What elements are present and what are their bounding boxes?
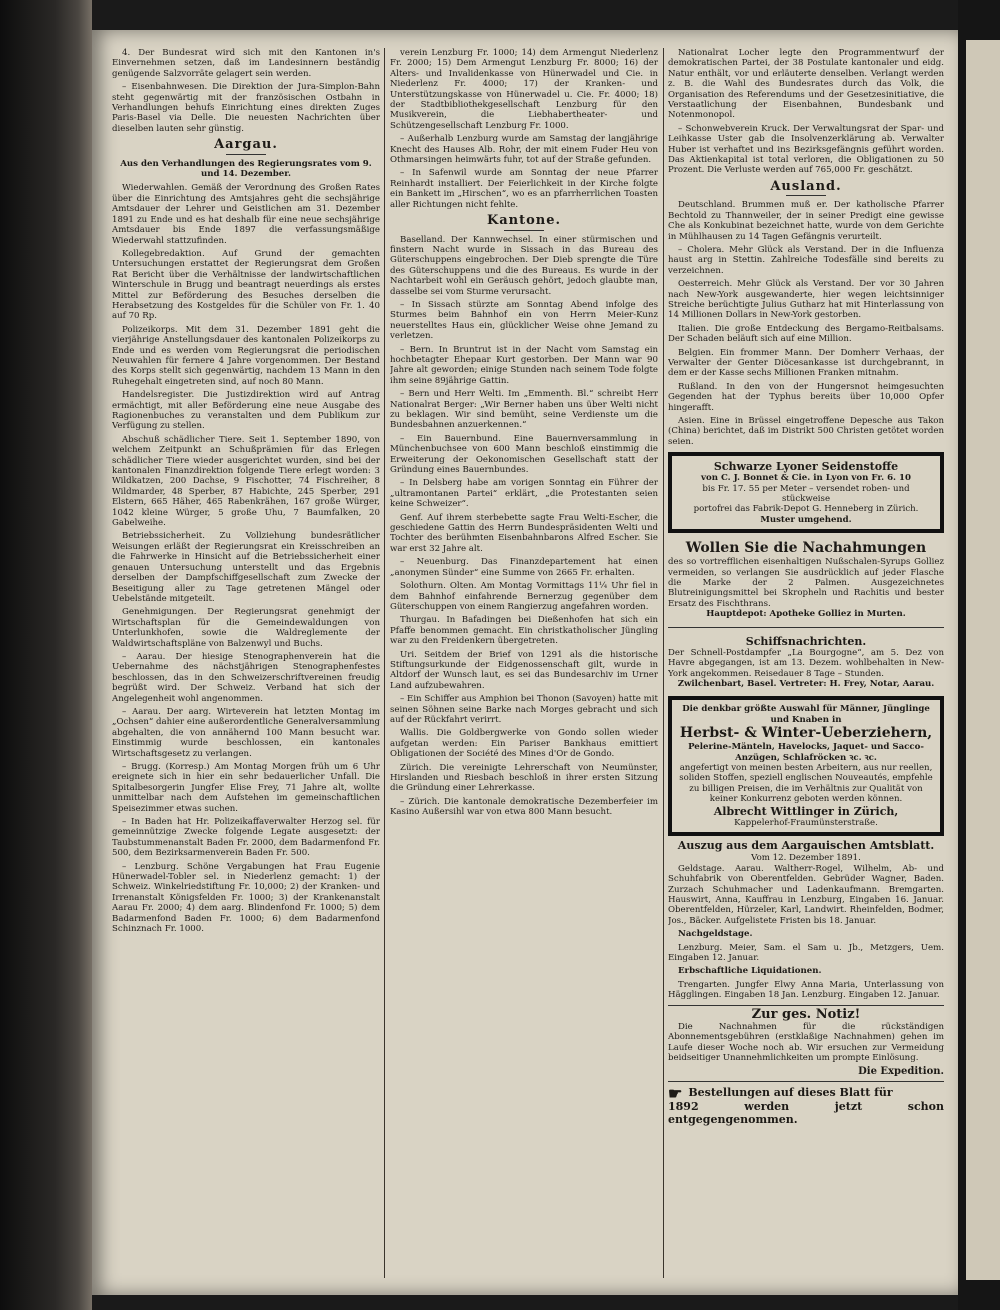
adjacent-page-edge bbox=[966, 40, 1000, 1280]
paragraph: Wiederwahlen. Gemäß der Verordnung des Großen Rates über die Einrichtung des Amtsjahres geht die sechsjährige Amtsdauer der Lehrer und Geistlichen am 31. Dezember 1891 zu Ende und es hat deshalb für eine neue sechsjährige Amtsdauer bis Ende 1897 die verfassungsmäßige Wiederwahl stattzufinden. bbox=[112, 183, 380, 246]
ad-title: Wollen Sie die Nachahmungen bbox=[685, 540, 927, 557]
divider bbox=[668, 627, 944, 628]
amtsblatt-label: Nachgeldstage. bbox=[678, 929, 753, 940]
paragraph: Zürich. Die vereinigte Lehrerschaft von Neumünster, Hirslanden und Riesbach beschloß in ihrer ersten Sitzung die Gründung einer Lehrerkasse. bbox=[390, 762, 658, 794]
paragraph: 4. Der Bundesrat wird sich mit den Kantonen in's Einvernehmen setzen, daß im Landesinnern beständig genügende Salzvorräte gelagert sein werden. bbox=[112, 48, 380, 79]
paragraph: – Zürich. Die kantonale demokratische Dezemberfeier im Kasino Außersihl war von etwa 800 Mann besucht. bbox=[390, 796, 658, 818]
paragraph: Polizeikorps. Mit dem 31. Dezember 1891 geht die vierjährige Anstellungsdauer des kantonalen Polizeikorps zu Ende und es werden vom Regierungsrat die periodischen Neuwahlen für fernere 4 Jahre vorgenommen. Der Bestand des Korps stellt sich gegenwärtig, nachdem 13 Mann in den Ruhegehalt eingetreten sind, auf noch 80 Mann. bbox=[112, 324, 380, 387]
ad-title: Schwarze Lyoner Seidenstoffe bbox=[713, 460, 899, 474]
subscription-line: 1892 werden jetzt schon entgegengenommen. bbox=[668, 1099, 944, 1126]
paragraph: Oesterreich. Mehr Glück als Verstand. Der vor 30 Jahren nach New-York ausgewanderte, hier wegen leichtsinniger Streiche berüchtigte Julius Gutharz hat mit Hinterlassung von 14 Millionen Dollars in New-York gestorben. bbox=[668, 279, 944, 321]
paragraph: verein Lenzburg Fr. 1000; 14) dem Armengut Niederlenz Fr. 2000; 15) Dem Armengut Lenzburg Fr. 8000; 16) der Alters- und Invalidenkasse von Hünerwadel und Cie. in Niederlenz Fr. 4000; 17) der Kranken- und Unterstützungskasse von Hünerwadel u. Cie. Fr. 4000; 18) der Stadtbibliothekgesellschaft Lenzburg für den Musikverein, die Liebhabertheater- und Schützengesellschaft Lenzburg Fr. 1000. bbox=[390, 48, 658, 131]
ad-title: Herbst- & Winter-Ueberziehern, bbox=[679, 725, 933, 742]
section-subheading: Aus den Verhandlungen des Regierungsrates vom 9. und 14. Dezember. bbox=[120, 158, 372, 180]
amtsblatt-title: Auszug aus dem Aargauischen Amtsblatt. bbox=[677, 838, 935, 852]
advertisement-syrup bbox=[668, 538, 944, 621]
paragraph: Genehmigungen. Der Regierungsrat genehmigt der Wirtschaftsplan für die Gemeindewaldungen von Unterlunkhofen, sowie die Waldreglemente der Waldwirtschaftspläne von Balzenwyl und Buchs. bbox=[112, 607, 380, 649]
ad-intro: Die denkbar größte Auswahl für Männer, Jünglinge und Knaben in bbox=[682, 704, 930, 725]
ad-address: Kappelerhof-Fraumünsterstraße. bbox=[734, 817, 878, 828]
paragraph: – Neuenburg. Das Finanzdepartement hat einen „anonymen Sünder“ eine Summe von 2665 Fr. erhalten. bbox=[390, 557, 658, 578]
ad-body: Der Schnell-Postdampfer „La Bourgogne“, am 5. Dez von Havre abgegangen, ist am 13. Dezem. wohlbehalten in New-York angekommen. Reisedauer 8 Tage – Stunden. bbox=[668, 647, 944, 679]
paragraph: Genf. Auf ihrem sterbebette sagte Frau Welti-Escher, die geschiedene Gattin des Herrn Bundespräsidenten Welti und Tochter des berühmten Eisenbahnbarons Alfred Escher. Sie war erst 32 Jahre alt. bbox=[390, 512, 658, 554]
paragraph: Nationalrat Locher legte den Programmentwurf der demokratischen Partei, der 38 Postulate kantonaler und eidg. Natur enthält, vor und erläuterte denselben. Verlangt werden z. B. die Wahl des Bundesrates durch das Volk, die Organisation des Referendums und der Gesetzesinitiative, die Verstaatlichung der Eisenbahnen, Bundesbank und Notenmonopol. bbox=[668, 48, 944, 121]
book-binding bbox=[0, 0, 92, 1310]
paragraph: – Schonwebverein Kruck. Der Verwaltungsrat der Spar- und Leihkasse Uster gab die Insolvenzerklärung ab. Verwalter Huber ist verhaftet und ins Bezirksgefängnis geführt worden. Das Aktienkapital ist total verloren, die Obligationen zu 50 Prozent. Die Verluste werden auf 765,000 Fr. geschätzt. bbox=[668, 123, 944, 176]
paragraph: Asien. Eine in Brüssel eingetroffene Depesche aus Takon (China) berichtet, daß im Distrikt 500 Christen getötet worden seien. bbox=[668, 416, 944, 447]
section-heading-aargau: Aargau. bbox=[112, 140, 380, 154]
notice-signature: Die Expedition. bbox=[858, 1065, 944, 1077]
ad-body: angefertigt von meinen besten Arbeitern, aus nur reellen, soliden Stoffen, speziell englischen Nouveautés, empfehle zu billigen Preisen, die im Verhältnis zur Qualität von keiner Konkurrenz geboten werden können. bbox=[679, 762, 933, 805]
section-heading-kantone: Kantone. bbox=[390, 216, 658, 230]
advertisement-coats bbox=[668, 696, 944, 836]
subscription-notice bbox=[668, 1083, 944, 1126]
paragraph: – In Safenwil wurde am Sonntag der neue Pfarrer Reinhardt installiert. Der Feierlichkeit in der Kirche folgte ein Bankett im „Hirschen“, wo es an pfarrherrlichen Toasten aller Richtungen nicht fehlte. bbox=[390, 168, 658, 210]
paragraph: Thurgau. In Bafadingen bei Dießenhofen hat sich ein Pfaffe benommen gemacht. Ein christkatholischer Jüngling war zu den Freidenkern übergetreten. bbox=[390, 615, 658, 647]
amtsblatt-text: Geldstage. Aarau. Waltherr-Rogel, Wilhelm, Ab- und Schuhfabrik von Oberentfelden. Gebrüder Wagner, Baden. Zurzach Schuhmacher und Ladenkaufmann. Bremgarten. Hauswirt, Anna, Kauffrau in Lenzburg, Eingaben 16. Januar. Oberentfelden, Hürzeler, Karl, Landwirt. Rheinfelden, Bodmer, Jos., Bäcker. Aufgelistete Fristen bis 18. Januar. bbox=[668, 863, 944, 926]
paragraph: – Ein Schiffer aus Amphion bei Thonon (Savoyen) hatte mit seinen Söhnen seine Barke nach Morges gebracht und sich auf der Rückfahrt verirrt. bbox=[390, 694, 658, 725]
column-rule bbox=[663, 48, 664, 1278]
advertisement-shipping bbox=[668, 633, 944, 692]
amtsblatt-label: Erbschaftliche Liquidationen. bbox=[678, 966, 822, 977]
paragraph: Handelsregister. Die Justizdirektion wird auf Antrag ermächtigt, mit aller Beförderung eine neue Ausgabe des Ragionenbuches zu veranstalten und dem Publikum zur Verfügung zu stellen. bbox=[112, 390, 380, 432]
paragraph: – In Sissach stürzte am Sonntag Abend infolge des Sturmes beim Bahnhof ein von Herrn Meier-Kunz neuerstelltes Haus ein, glücklicher Weise ohne Jemand zu verletzen. bbox=[390, 299, 658, 342]
column-rule bbox=[384, 48, 385, 1278]
column-right bbox=[668, 48, 944, 1283]
notice-body: Die Nachnahmen für die rückständigen Abonnementsgebühren (erstklaßige Nachnahmen) gehen im Laufe dieser Woche noch ab. Wir ersuchen zur Vermeidung beidseitiger Unannehmlichkeiten um prompte Einlösung. bbox=[668, 1022, 944, 1064]
amtsblatt-date: Vom 12. Dezember 1891. bbox=[751, 853, 861, 864]
ad-line: portofrei das Fabrik-Depot G. Henneberg in Zürich. bbox=[693, 504, 919, 515]
ad-firm: Albrecht Wittlinger in Zürich, bbox=[713, 804, 899, 818]
paragraph: Belgien. Ein frommer Mann. Der Domherr Verhaas, der Verwalter der Genter Diöcesankasse ist durchgebrannt, in dem er der Kasse sechs Millionen Franken mitnahm. bbox=[668, 347, 944, 379]
amtsblatt-text: Lenzburg. Meier, Sam. el Sam u. Jb., Metzgers, Uem. Eingaben 12. Januar. bbox=[668, 942, 944, 964]
ad-line: Muster umgehend. bbox=[760, 514, 852, 525]
paragraph: Kollegebredaktion. Auf Grund der gemachten Untersuchungen erstattet der Regierungsrat dem Großen Rat Bericht über die Verhältnisse der landwirtschaftlichen Winterschule in Brugg und beantragt neuerdings als erstes Mittel zur Beförderung des Besuches derselben die Herabsetzung des Kostgeldes für die Schüler von Fr. 1. 40 auf 70 Rp. bbox=[112, 248, 380, 322]
ad-title: Schiffsnachrichten. bbox=[745, 634, 867, 648]
ad-line: von C. J. Bonnet & Cie. in Lyon von Fr. 6. 10 bbox=[700, 473, 911, 484]
newspaper-page bbox=[92, 30, 958, 1295]
ad-body: des so vortrefflichen eisenhaltigen Nußschalen-Syrups Golliez vermeiden, so verlangen Sie ausdrücklich auf jeder Flasche die Marke der 2 Palmen. Ausgezeichnetes Blutreinigungsmittel bei Skropheln und Rachitis und bester Ersatz des Fischthrans. bbox=[668, 557, 944, 609]
notice-title: Zur ges. Notiz! bbox=[751, 1006, 861, 1022]
paragraph: – Außerhalb Lenzburg wurde am Samstag der langjährige Knecht des Hauses Alb. Rohr, der mit einem Fuder Heu von Othmarsingen heimwärts fuhr, tot auf der Straße gefunden. bbox=[390, 134, 658, 166]
ad-line: bis Fr. 17. 55 per Meter – versendet roben- und stückweise bbox=[702, 483, 910, 505]
paragraph: – Brugg. (Korresp.) Am Montag Morgen früh um 6 Uhr ereignete sich in hier ein sehr bedauerlicher Unfall. Die Spitalbesorgerin Jungfer Elise Frey, 71 Jahre alt, wollte unmittelbar nach dem Aufstehen im gemeinschaftlichen Speisezimmer etwas suchen. bbox=[112, 762, 380, 814]
paragraph: Abschuß schädlicher Tiere. Seit 1. September 1890, von welchem Zeitpunkt an Schußprämien für das Erlegen schädlicher Tiere wieder ausgerichtet wurden, sind bei der kantonalen Finanzdirektion folgende Tiere erlegt worden: 3 Wildkatzen, 200 Dachse, 9 Fischotter, 74 Fischreiher, 8 Wildmarder, 48 Sperber, 87 Habichte, 245 Sperber, 291 Elstern, 665 Häher, 465 Rabenkrähen, 167 große Würger, 1042 kleine Würger, 5 große Uhu, 7 Baumfalken, 20 Gabelweihe. bbox=[112, 434, 380, 529]
pointing-hand-icon: ☛ bbox=[668, 1083, 683, 1103]
subscription-line: Bestellungen auf dieses Blatt für bbox=[688, 1086, 893, 1100]
paragraph: – Ein Bauernbund. Eine Bauernversammlung in Münchenbuchsee von 600 Mann beschloß einstimmig die Erweiterung der Oekonomischen Gesellschaft statt der Gründung eines Bauernbundes. bbox=[390, 433, 658, 476]
paragraph: – Lenzburg. Schöne Vergabungen hat Frau Eugenie Hünerwadel-Tobler sel. in Niederlenz gemacht: 1) der Schweiz. Winkelriedstiftung Fr. 10,000; 2) der Kranken- und Irrenanstalt Königsfelden Fr. 1000; 3) der Krankenanstalt Aarau Fr. 2000; 4) dem aarg. Blindenfond Fr. 1000; 5) dem Badarmenfond Baden Fr. 1000; 6) dem Badarmenfond Schinznach Fr. 1000. bbox=[112, 861, 380, 935]
paragraph: – Eisenbahnwesen. Die Direktion der Jura-Simplon-Bahn steht gegenwärtig mit der französischen Ostbahn in Verhandlungen behufs Einrichtung eines direkten Zuges Paris-Basel via Delle. Die neuesten Nachrichten über dieselben lauten sehr günstig. bbox=[112, 82, 380, 134]
ad-items: Pelerine-Mänteln, Havelocks, Jaquet- und Sacco-Anzügen, Schlafröcken ꝛc. ꝛc. bbox=[688, 742, 924, 763]
paragraph: – Aarau. Der aarg. Wirteverein hat letzten Montag im „Ochsen“ dahier eine außerordentliche Generalversammlung abgehalten, die von annähernd 100 Mann besucht war. Einstimmig wurde beschlossen, ein kantonales Wirtschaftsgesetz zu verlangen. bbox=[112, 706, 380, 759]
advertisement-silk bbox=[668, 452, 944, 533]
paragraph: Betriebssicherheit. Zu Vollziehung bundesrätlicher Weisungen erläßt der Regierungsrat ein Kreisschreiben an die Fahrwerke in Hinsicht auf die Betriebssicherheit einer genauen Untersuchung unterstellt und das Ergebnis derselben der Dampfschiffgesellschaft zum Zwecke der Beseitigung aller zu Tage getretenen Mängel oder Uebelstände mitgeteilt. bbox=[112, 531, 380, 604]
paragraph: – Aarau. Der hiesige Stenographenverein hat die Uebernahme des nächstjährigen Stenographenfestes beschlossen, das in den Schweizerschriftvereinen freudig begrüßt wird. Der Schweiz. Verband hat sich der Angelegenheit wohl angenommen. bbox=[112, 651, 380, 704]
paragraph: – Bern. In Bruntrut ist in der Nacht vom Samstag ein hochbetagter Ehepaar Kurt gestorben. Der Mann war 90 Jahre alt geworden; einige Stunden nach seinem Tode folgte ihm seine 89jährige Gattin. bbox=[390, 344, 658, 386]
paragraph: Solothurn. Olten. Am Montag Vormittags 11¼ Uhr fiel in dem Bahnhof einfahrende Bernerzug gegenüber dem Güterschuppen von einem Rangierzug angefahren worden. bbox=[390, 581, 658, 612]
paragraph: Uri. Seitdem der Brief von 1291 als die historische Stiftungsurkunde der Eidgenossenschaft gilt, wurde in Altdorf der Wunsch laut, es sei das Bundesarchiv im Urner Land aufzubewahren. bbox=[390, 649, 658, 691]
amtsblatt-text: Trengarten. Jungfer Elwy Anna Maria, Unterlassung von Hägglingen. Eingaben 18 Jan. Lenzburg. Eingaben 12. Januar. bbox=[668, 979, 944, 1001]
divider bbox=[668, 1081, 944, 1082]
ad-depot: Hauptdepot: Apotheke Golliez in Murten. bbox=[706, 609, 906, 620]
section-heading-ausland: Ausland. bbox=[668, 182, 944, 196]
column-left bbox=[112, 48, 380, 1283]
ad-agent: Zwilchenbart, Basel. Vertreter: H. Frey, Notar, Aarau. bbox=[677, 678, 935, 689]
paragraph: – Bern und Herr Welti. Im „Emmenth. Bl.“ schreibt Herr Nationalrat Berger: „Wir Berner haben uns über Welti nicht zu beklagen. Wir sind bemüht, seine Verdienste um die Bundesbahnen anzuerkennen.“ bbox=[390, 389, 658, 431]
paragraph: – In Delsberg habe am vorigen Sonntag ein Führer der „ultramontanen Partei“ erklärt, „die Protestanten seien keine Schweizer“. bbox=[390, 478, 658, 510]
paragraph: – In Baden hat Hr. Polizeikaffaverwalter Herzog sel. für gemeinnützige Zwecke folgende Legate ausgesetzt: der Taubstummenanstalt Baden Fr. 2000, dem Badarmenfond Fr. 500, dem Bezirksarmenverein Baden Fr. 500. bbox=[112, 817, 380, 859]
paragraph: Deutschland. Brummen muß er. Der katholische Pfarrer Bechtold zu Thannweiler, der in seiner Predigt eine gewisse Che als Konkubinat bezeichnet hatte, wurde von dem Gerichte in Mühlhausen zu 14 Tagen Gefängnis verurteilt. bbox=[668, 200, 944, 242]
column-middle bbox=[390, 48, 658, 1283]
paragraph: – Cholera. Mehr Glück als Verstand. Der in die Influenza haust arg in Stettin. Zahlreiche Todesfälle sind bereits zu verzeichnen. bbox=[668, 244, 944, 276]
paragraph: Baselland. Der Kannwechsel. In einer stürmischen und finstern Nacht wurde in Sissach in das Bureau des Güterschuppens eingebrochen. Der Dieb sprengte die Türe des Güterschuppens und die des Bureaus. Es wurde in der Nachtarbeit wohl ein Geräusch gehört, jedoch glaubte man, dasselbe sei vom Sturme verursacht. bbox=[390, 234, 658, 297]
divider bbox=[668, 1005, 944, 1006]
paragraph: Wallis. Die Goldbergwerke von Gondo sollen wieder aufgetan werden: Ein Pariser Bankhaus emittiert Obligationen der Société des Mines d'Or de Gondo. bbox=[390, 728, 658, 760]
paragraph: Rußland. In den von der Hungersnot heimgesuchten Gegenden hat der Typhus bereits über 10,000 Opfer hingerafft. bbox=[668, 381, 944, 413]
paragraph: Italien. Die große Entdeckung des Bergamo-Reitbalsams. Der Schaden beläuft sich auf eine Million. bbox=[668, 323, 944, 345]
